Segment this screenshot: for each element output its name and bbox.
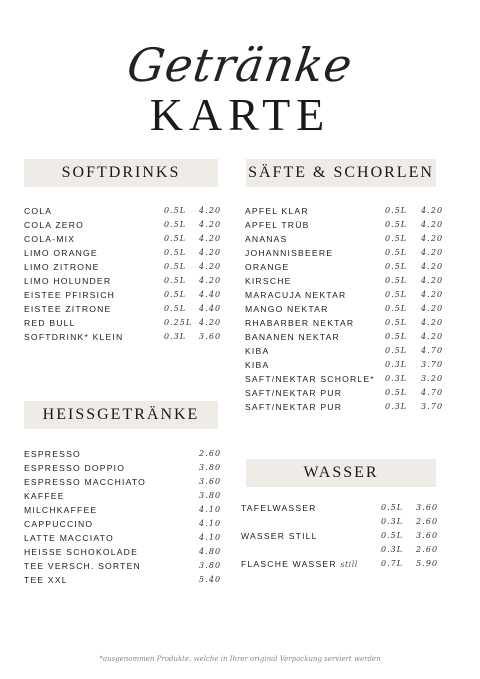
item-name: COLA xyxy=(24,206,53,216)
list-item xyxy=(241,545,451,559)
item-name: SAFT/NEKTAR PUR xyxy=(245,388,343,398)
item-price: 4.80 xyxy=(199,547,222,556)
item-name: SAFT/NEKTAR PUR xyxy=(245,402,343,412)
list-item xyxy=(24,318,224,332)
item-size: 0.5L xyxy=(385,220,408,229)
item-size: 0.5L xyxy=(164,276,187,285)
list-item xyxy=(24,547,224,561)
item-size: 0.3L xyxy=(381,517,404,526)
list-item xyxy=(245,248,445,262)
list-item xyxy=(245,318,445,332)
item-name: ESPRESSO MACCHIATO xyxy=(24,477,147,487)
item-price: 3.80 xyxy=(199,463,222,472)
list-item xyxy=(24,234,224,248)
item-name: SOFTDRINK* KLEIN xyxy=(24,332,124,342)
item-price: 4.40 xyxy=(199,290,222,299)
list-item xyxy=(24,332,224,346)
item-size: 0.5L xyxy=(385,248,408,257)
item-name: HEISSE SCHOKOLADE xyxy=(24,547,139,557)
item-size: 0.5L xyxy=(164,234,187,243)
list-item xyxy=(241,531,451,545)
item-name: LATTE MACCIATO xyxy=(24,533,114,543)
list-item xyxy=(245,262,445,276)
item-name: RHABARBER NEKTAR xyxy=(245,318,355,328)
list-item xyxy=(241,559,451,573)
saefte-list xyxy=(245,206,445,416)
item-size: 0.5L xyxy=(385,346,408,355)
item-price: 3.70 xyxy=(421,360,444,369)
item-size: 0.25L xyxy=(164,318,193,327)
list-item xyxy=(24,463,224,477)
item-size: 0.5L xyxy=(164,262,187,271)
item-name: KAFFEE xyxy=(24,491,65,501)
item-size: 0.3L xyxy=(385,402,408,411)
item-name: MARACUJA NEKTAR xyxy=(245,290,347,300)
item-name: LIMO HOLUNDER xyxy=(24,276,112,286)
item-name: EISTEE ZITRONE xyxy=(24,304,112,314)
item-price: 3.60 xyxy=(199,332,222,341)
item-name: ANANAS xyxy=(245,234,288,244)
list-item xyxy=(24,220,224,234)
item-name: LIMO ORANGE xyxy=(24,248,98,258)
item-size: 0.5L xyxy=(385,276,408,285)
item-price: 3.80 xyxy=(199,561,222,570)
item-price: 3.80 xyxy=(199,491,222,500)
item-size: 0.5L xyxy=(381,531,404,540)
item-name: MANGO NEKTAR xyxy=(245,304,329,314)
list-item xyxy=(245,360,445,374)
item-size: 0.5L xyxy=(381,503,404,512)
list-item xyxy=(24,491,224,505)
item-name: LIMO ZITRONE xyxy=(24,262,100,272)
item-price: 4.10 xyxy=(199,505,222,514)
item-name: EISTEE PFIRSICH xyxy=(24,290,116,300)
item-size: 0.5L xyxy=(164,206,187,215)
item-price: 3.60 xyxy=(416,503,439,512)
list-item xyxy=(241,503,451,517)
wasser-list xyxy=(241,503,451,573)
wasser-heading: WASSER xyxy=(246,459,436,487)
item-price: 3.70 xyxy=(421,402,444,411)
list-item xyxy=(245,290,445,304)
item-name: APFEL TRÜB xyxy=(245,220,310,230)
list-item xyxy=(241,517,451,531)
item-name: WASSER STILL xyxy=(241,531,318,541)
item-price: 4.20 xyxy=(199,234,222,243)
item-name: KIBA xyxy=(245,360,270,370)
item-name: RED BULL xyxy=(24,318,76,328)
item-price: 3.60 xyxy=(416,531,439,540)
item-name: ORANGE xyxy=(245,262,290,272)
item-price: 4.10 xyxy=(199,533,222,542)
item-name: ESPRESSO DOPPIO xyxy=(24,463,126,473)
menu-main-title: KARTE xyxy=(149,89,331,140)
item-price: 2.60 xyxy=(199,449,222,458)
list-item xyxy=(24,561,224,575)
item-size: 0.5L xyxy=(164,220,187,229)
item-size: 0.5L xyxy=(385,318,408,327)
softdrinks-list xyxy=(24,206,224,346)
item-name: TEE XXL xyxy=(24,575,68,585)
item-name: ESPRESSO xyxy=(24,449,81,459)
saefte-heading: SÄFTE & SCHORLEN xyxy=(246,159,436,187)
item-price: 4.20 xyxy=(421,220,444,229)
list-item xyxy=(24,248,224,262)
list-item xyxy=(24,206,224,220)
item-size: 0.3L xyxy=(164,332,187,341)
item-size: 0.3L xyxy=(381,545,404,554)
item-size: 0.5L xyxy=(164,248,187,257)
item-price: 4.20 xyxy=(421,318,444,327)
item-name: COLA-MIX xyxy=(24,234,76,244)
item-name: KIBA xyxy=(245,346,270,356)
item-name: APFEL KLAR xyxy=(245,206,309,216)
item-price: 4.20 xyxy=(199,220,222,229)
item-price: 4.20 xyxy=(421,248,444,257)
menu-script-title: Getränke xyxy=(123,38,357,92)
list-item xyxy=(24,304,224,318)
item-price: 2.60 xyxy=(416,545,439,554)
heiss-heading: HEISSGETRÄNKE xyxy=(24,401,218,429)
item-price: 4.70 xyxy=(421,346,444,355)
item-price: 2.60 xyxy=(416,517,439,526)
list-item xyxy=(245,346,445,360)
item-size: 0.7L xyxy=(381,559,404,568)
item-price: 4.20 xyxy=(199,318,222,327)
item-price: 5.40 xyxy=(199,575,222,584)
item-size: 0.5L xyxy=(385,262,408,271)
item-price: 5.90 xyxy=(416,559,439,568)
item-price: 4.20 xyxy=(421,304,444,313)
item-name: KIRSCHE xyxy=(245,276,292,286)
list-item xyxy=(245,304,445,318)
item-name-text: FLASCHE WASSER xyxy=(241,559,337,569)
item-price: 4.20 xyxy=(421,276,444,285)
item-price: 4.20 xyxy=(199,262,222,271)
item-price: 4.10 xyxy=(199,519,222,528)
item-name: CAPPUCCINO xyxy=(24,519,94,529)
list-item xyxy=(24,505,224,519)
item-price: 4.20 xyxy=(199,206,222,215)
list-item xyxy=(245,276,445,290)
list-item xyxy=(245,374,445,388)
item-size: 0.5L xyxy=(164,304,187,313)
item-price: 4.20 xyxy=(421,262,444,271)
item-name: SAFT/NEKTAR SCHORLE* xyxy=(245,374,375,384)
item-size: 0.5L xyxy=(385,332,408,341)
item-name: MILCHKAFFEE xyxy=(24,505,98,515)
item-size: 0.3L xyxy=(385,360,408,369)
item-size: 0.3L xyxy=(385,374,408,383)
item-size: 0.5L xyxy=(164,290,187,299)
item-note: still xyxy=(340,560,358,569)
item-price: 4.20 xyxy=(421,206,444,215)
item-price: 4.70 xyxy=(421,388,444,397)
item-name: TAFELWASSER xyxy=(241,503,317,513)
list-item xyxy=(24,575,224,589)
item-name: JOHANNISBEERE xyxy=(245,248,334,258)
item-name: BANANEN NEKTAR xyxy=(245,332,340,342)
list-item xyxy=(24,262,224,276)
item-name: TEE VERSCH. SORTEN xyxy=(24,561,141,571)
item-name xyxy=(241,559,358,569)
item-price: 4.40 xyxy=(199,304,222,313)
list-item xyxy=(24,519,224,533)
footnote: *ausgenommen Produkte, welche in Ihrer original Verpackung serviert werden xyxy=(99,655,381,663)
item-price: 4.20 xyxy=(199,276,222,285)
item-price: 4.20 xyxy=(421,332,444,341)
item-size: 0.5L xyxy=(385,388,408,397)
item-size: 0.5L xyxy=(385,290,408,299)
item-price: 4.20 xyxy=(421,234,444,243)
list-item xyxy=(245,402,445,416)
list-item xyxy=(245,388,445,402)
heiss-list xyxy=(24,449,224,589)
list-item xyxy=(24,477,224,491)
list-item xyxy=(245,206,445,220)
item-price: 4.20 xyxy=(421,290,444,299)
item-size: 0.5L xyxy=(385,234,408,243)
item-price: 3.20 xyxy=(421,374,444,383)
softdrinks-heading: SOFTDRINKS xyxy=(24,159,218,187)
item-price: 4.20 xyxy=(199,248,222,257)
item-name: COLA ZERO xyxy=(24,220,84,230)
list-item xyxy=(24,276,224,290)
list-item xyxy=(245,234,445,248)
list-item xyxy=(24,449,224,463)
item-size: 0.5L xyxy=(385,206,408,215)
list-item xyxy=(245,332,445,346)
list-item xyxy=(245,220,445,234)
list-item xyxy=(24,533,224,547)
list-item xyxy=(24,290,224,304)
item-price: 3.60 xyxy=(199,477,222,486)
item-size: 0.5L xyxy=(385,304,408,313)
